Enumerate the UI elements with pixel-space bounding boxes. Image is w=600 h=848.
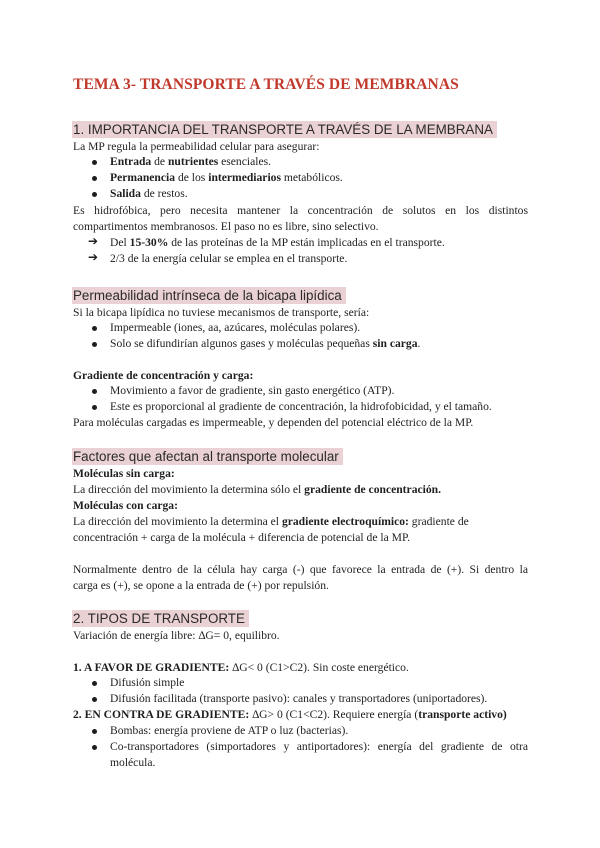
paragraph-line: compartimentos membranosos. El paso no es libre, sino selectivo. (73, 220, 379, 233)
list-item: Este es proporcional al gradiente de concentración, la hidrofobicidad, y el tamaño. (110, 400, 492, 413)
list-item: Entrada de nutrientes esenciales. (110, 155, 272, 168)
section-heading-importancia: 1. IMPORTANCIA DEL TRANSPORTE A TRAVÉS DE LA MEMBRANA (72, 121, 497, 138)
subheading: Moléculas sin carga: (73, 467, 175, 480)
arrow-right-icon: ➔ (88, 250, 99, 264)
bullet-icon (92, 389, 97, 394)
list-item: Del 15-30% de las proteínas de la MP están implicadas en el transporte. (110, 236, 445, 249)
bullet-icon (92, 681, 97, 686)
list-item: Impermeable (iones, aa, azúcares, moléculas polares). (110, 321, 361, 334)
subheading: Gradiente de concentración y carga: (73, 369, 254, 382)
list-item: Co-transportadores (simportadores y antiportadores): energía del gradiente de otra (110, 740, 528, 753)
list-item: Permanencia de los intermediarios metabólicos. (110, 171, 343, 184)
list-item: Bombas: energía proviene de ATP o luz (bacterias). (110, 724, 349, 737)
paragraph-line: Variación de energía libre: ∆G= 0, equilibro. (73, 629, 280, 642)
bullet-icon (92, 176, 97, 181)
bullet-icon (92, 160, 97, 165)
page-title: TEMA 3- TRANSPORTE A TRAVÉS DE MEMBRANAS (73, 76, 459, 93)
paragraph-line: concentración + carga de la molécula + diferencia de potencial de la MP. (73, 531, 411, 544)
paragraph-line: Es hidrofóbica, pero necesita mantener la concentración de solutos en los distintos (73, 204, 528, 217)
list-item-continuation: molécula. (110, 756, 156, 769)
bullet-icon (92, 405, 97, 410)
list-item: Difusión simple (110, 676, 185, 689)
list-item: 2/3 de la energía celular se emplea en el transporte. (110, 252, 348, 265)
paragraph-line: La dirección del movimiento la determina sólo el gradiente de concentración. (73, 483, 441, 496)
list-item: Solo se difundirían algunos gases y moléculas pequeñas sin carga. (110, 337, 421, 350)
bullet-icon (92, 192, 97, 197)
section-heading-factores: Factores que afectan al transporte molecular (72, 448, 343, 465)
list-item: Movimiento a favor de gradiente, sin gasto energético (ATP). (110, 384, 395, 397)
bullet-icon (92, 729, 97, 734)
paragraph-line: Para moléculas cargadas es impermeable, y dependen del potencial eléctrico de la MP. (73, 416, 474, 429)
paragraph-line: La dirección del movimiento la determina el gradiente electroquímico: gradiente de (73, 515, 469, 528)
list-item: Difusión facilitada (transporte pasivo): canales y transportadores (uniportadores). (110, 692, 488, 705)
bullet-icon (92, 342, 97, 347)
paragraph-line: La MP regula la permeabilidad celular para asegurar: (73, 140, 320, 153)
section-heading-tipos: 2. TIPOS DE TRANSPORTE (72, 610, 249, 627)
bullet-icon (92, 697, 97, 702)
subheading: Moléculas con carga: (73, 499, 178, 512)
bullet-icon (92, 745, 97, 750)
paragraph-line: carga es (+), se opone a la entrada de (+) por repulsión. (73, 579, 329, 592)
paragraph-line: Normalmente dentro de la célula hay carga (-) que favorece la entrada de (+). Si dentro la (73, 563, 528, 576)
arrow-right-icon: ➔ (88, 234, 99, 248)
section-heading-permeabilidad: Permeabilidad intrínseca de la bicapa lipídica (72, 287, 346, 304)
list-item: Salida de restos. (110, 187, 188, 200)
subheading: 1. A FAVOR DE GRADIENTE: ∆G< 0 (C1>C2). Sin coste energético. (73, 661, 409, 674)
paragraph-line: Si la bicapa lipídica no tuviese mecanismos de transporte, sería: (73, 306, 370, 319)
bullet-icon (92, 326, 97, 331)
subheading: 2. EN CONTRA DE GRADIENTE: ∆G> 0 (C1<C2). Requiere energía (transporte activo) (73, 708, 507, 721)
